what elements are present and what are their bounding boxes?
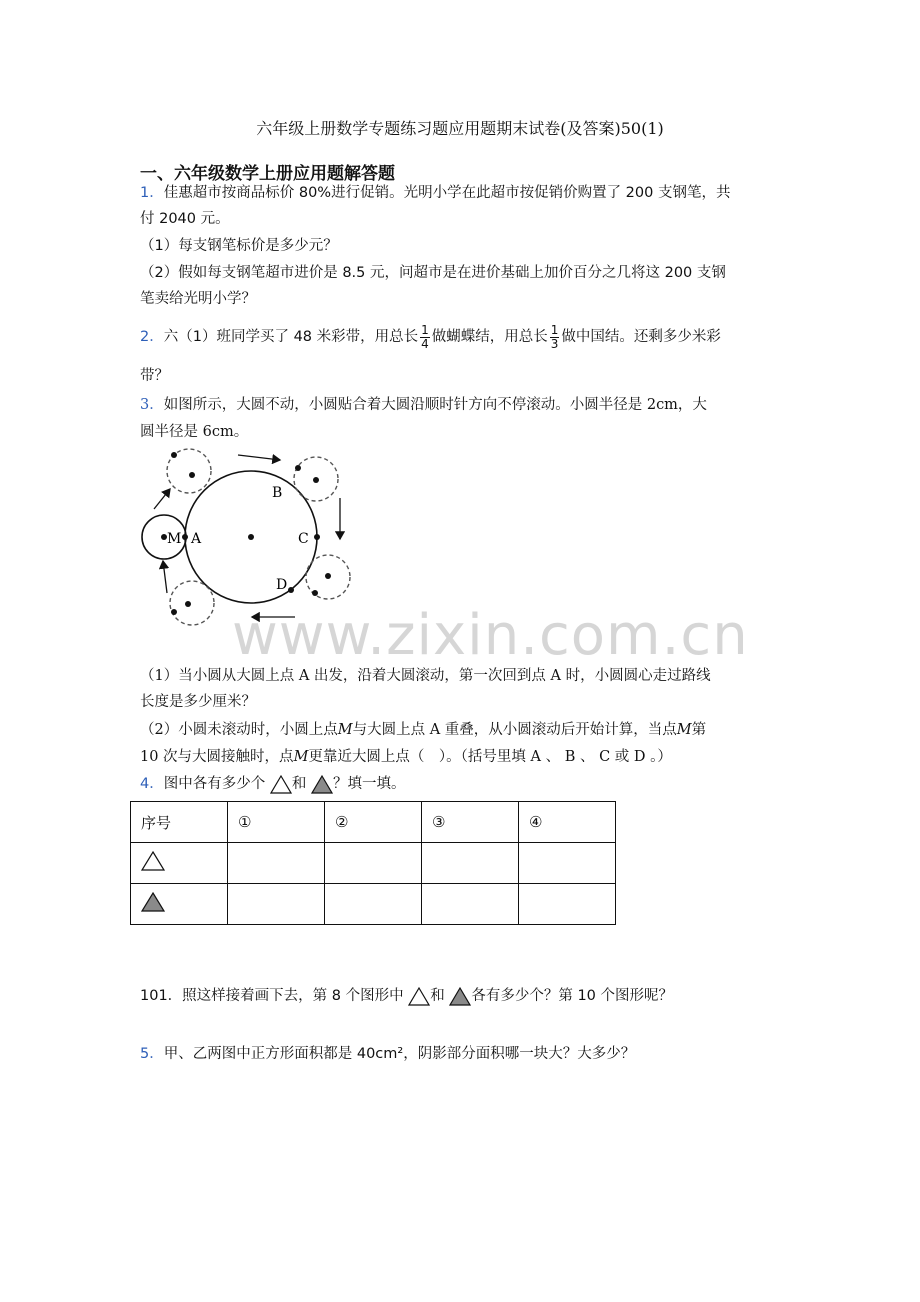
table-row	[131, 843, 616, 884]
point-d2	[312, 590, 318, 596]
big-circle-center	[248, 534, 254, 540]
arrow-left	[163, 561, 167, 593]
section-heading: 一、六年级数学上册应用题解答题	[140, 164, 395, 184]
q3-sub2b	[140, 747, 672, 767]
frac2-numerator: 1	[550, 322, 559, 337]
q5-text: 甲、乙两图中正方形面积都是 40cm²，阴影部分面积哪一块大？大多少？	[163, 1046, 636, 1062]
table-header-cell: 序号	[131, 802, 228, 843]
small-circle-right-center	[325, 573, 331, 579]
q2-text-1: 六（1）班同学买了 48 米彩带，用总长	[163, 329, 419, 345]
point-d	[288, 587, 294, 593]
q3-sub2b-text1: 10 次与大圆接触时，点	[140, 749, 294, 765]
q4-number: 4．	[140, 776, 164, 792]
label-m: M	[167, 531, 182, 547]
q5-number: 5．	[140, 1046, 164, 1062]
table-header-cell: ③	[422, 802, 519, 843]
small-circle-topleft-point	[171, 452, 177, 458]
q3-sub2a-text1: （2）小圆未滚动时，小圆上点	[140, 722, 338, 738]
q3-sub2a-text2: 与大圆上点 A 重叠，从小圆滚动后开始计算，当点	[352, 722, 677, 738]
point-m-italic: M	[337, 722, 353, 738]
q2-text-2: 做蝴蝶结，用总长	[431, 329, 548, 345]
fraction-quarter	[420, 324, 430, 351]
q4-text-2: 和	[291, 776, 307, 792]
frac2-denominator: 3	[550, 336, 559, 351]
frac1-denominator: 4	[421, 336, 429, 351]
shaded-triangle-icon	[141, 891, 165, 913]
q3-sub1b: 长度是多少厘米？	[140, 694, 256, 710]
q1-line1	[140, 183, 730, 203]
q1-text-1: 佳惠超市按商品标价 80%进行促销。光明小学在此超市按促销价购置了 200 支钢笔，共	[163, 185, 731, 201]
small-circle-bottomleft-point	[171, 609, 177, 615]
fraction-third	[550, 324, 560, 351]
label-d: D	[276, 577, 288, 593]
table-cell[interactable]	[519, 843, 616, 884]
table-header-cell: ②	[325, 802, 422, 843]
outline-triangle-icon	[408, 986, 430, 1006]
row-label-outline-triangle	[131, 843, 228, 884]
q4-text-3: ？填一填。	[332, 776, 406, 792]
point-b	[295, 465, 301, 471]
label-a: A	[191, 531, 202, 547]
point-m	[182, 534, 188, 540]
small-circle-bottomleft-center	[185, 601, 191, 607]
q101-text-1: 101．照这样接着画下去，第 8 个图形中	[140, 988, 404, 1004]
q1-sub2a: （2）假如每支钢笔超市进价是 8.5 元，问超市是在进价基础上加价百分之几将这 200 支钢	[140, 265, 726, 281]
point-m-italic-2: M	[676, 722, 692, 738]
count-table	[130, 801, 616, 925]
table-header-cell: ①	[228, 802, 325, 843]
table-cell[interactable]	[519, 884, 616, 925]
q1-sub1: （1）每支钢笔标价是多少元？	[140, 238, 338, 254]
q2-line1	[140, 322, 721, 352]
q2-line2: 带？	[140, 368, 169, 384]
q3-sub2a	[140, 720, 706, 740]
q2-number: 2．	[140, 329, 164, 345]
row-label-shaded-triangle	[131, 884, 228, 925]
point-c	[314, 534, 320, 540]
table-cell[interactable]	[422, 843, 519, 884]
q3-line2: 圆半径是 6cm。	[140, 424, 249, 440]
small-circle-topleft-center	[189, 472, 195, 478]
shaded-triangle-icon	[449, 986, 471, 1006]
q3-sub1a: （1）当小圆从大圆上点 A 出发，沿着大圆滚动，第一次回到点 A 时，小圆圆心走过路线	[140, 668, 711, 684]
label-b: B	[272, 485, 283, 501]
q5-line	[140, 1044, 635, 1064]
label-c: C	[298, 531, 309, 547]
table-cell[interactable]	[228, 843, 325, 884]
shaded-triangle-icon	[311, 774, 333, 794]
q4-line1	[140, 774, 405, 794]
arrow-top	[238, 455, 280, 460]
table-cell[interactable]	[325, 884, 422, 925]
outline-triangle-icon	[141, 850, 165, 872]
q3-line1	[140, 395, 707, 415]
table-row	[131, 884, 616, 925]
watermark: www.zixin.com.cn	[232, 603, 749, 668]
q4-text-1: 图中各有多少个	[163, 776, 266, 792]
q1-number: 1．	[140, 185, 164, 201]
q101-text-3: 各有多少个？第 10 个图形呢？	[471, 988, 674, 1004]
q1-line2: 付 2040 元。	[140, 211, 230, 227]
q101-text-2: 和	[430, 988, 445, 1004]
frac1-numerator: 1	[421, 322, 429, 337]
table-cell[interactable]	[325, 843, 422, 884]
table-cell[interactable]	[422, 884, 519, 925]
small-circle-topright-center	[313, 477, 319, 483]
q3-number: 3．	[140, 397, 164, 413]
table-cell[interactable]	[228, 884, 325, 925]
outline-triangle-icon	[270, 774, 292, 794]
table-header-row	[131, 802, 616, 843]
q1-sub2b: 笔卖给光明小学？	[140, 291, 256, 307]
point-m-italic-3: M	[293, 749, 309, 765]
q3-sub2a-text3: 第	[691, 722, 707, 738]
arrow-upleft	[154, 489, 170, 509]
q3-sub2b-text2: 更靠近大圆上点（ ）。（括号里填 A 、 B 、 C 或 D 。）	[308, 749, 672, 765]
q2-text-3: 做中国结。还剩多少米彩	[561, 329, 721, 345]
page-title: 六年级上册数学专题练习题应用题期末试卷(及答案)50(1)	[256, 119, 664, 138]
q3-text-1: 如图所示，大圆不动，小圆贴合着大圆沿顺时针方向不停滚动。小圆半径是 2cm，大	[163, 397, 707, 413]
small-circle-bottomleft	[170, 581, 214, 625]
table-header-cell: ④	[519, 802, 616, 843]
q101-line	[140, 986, 673, 1006]
